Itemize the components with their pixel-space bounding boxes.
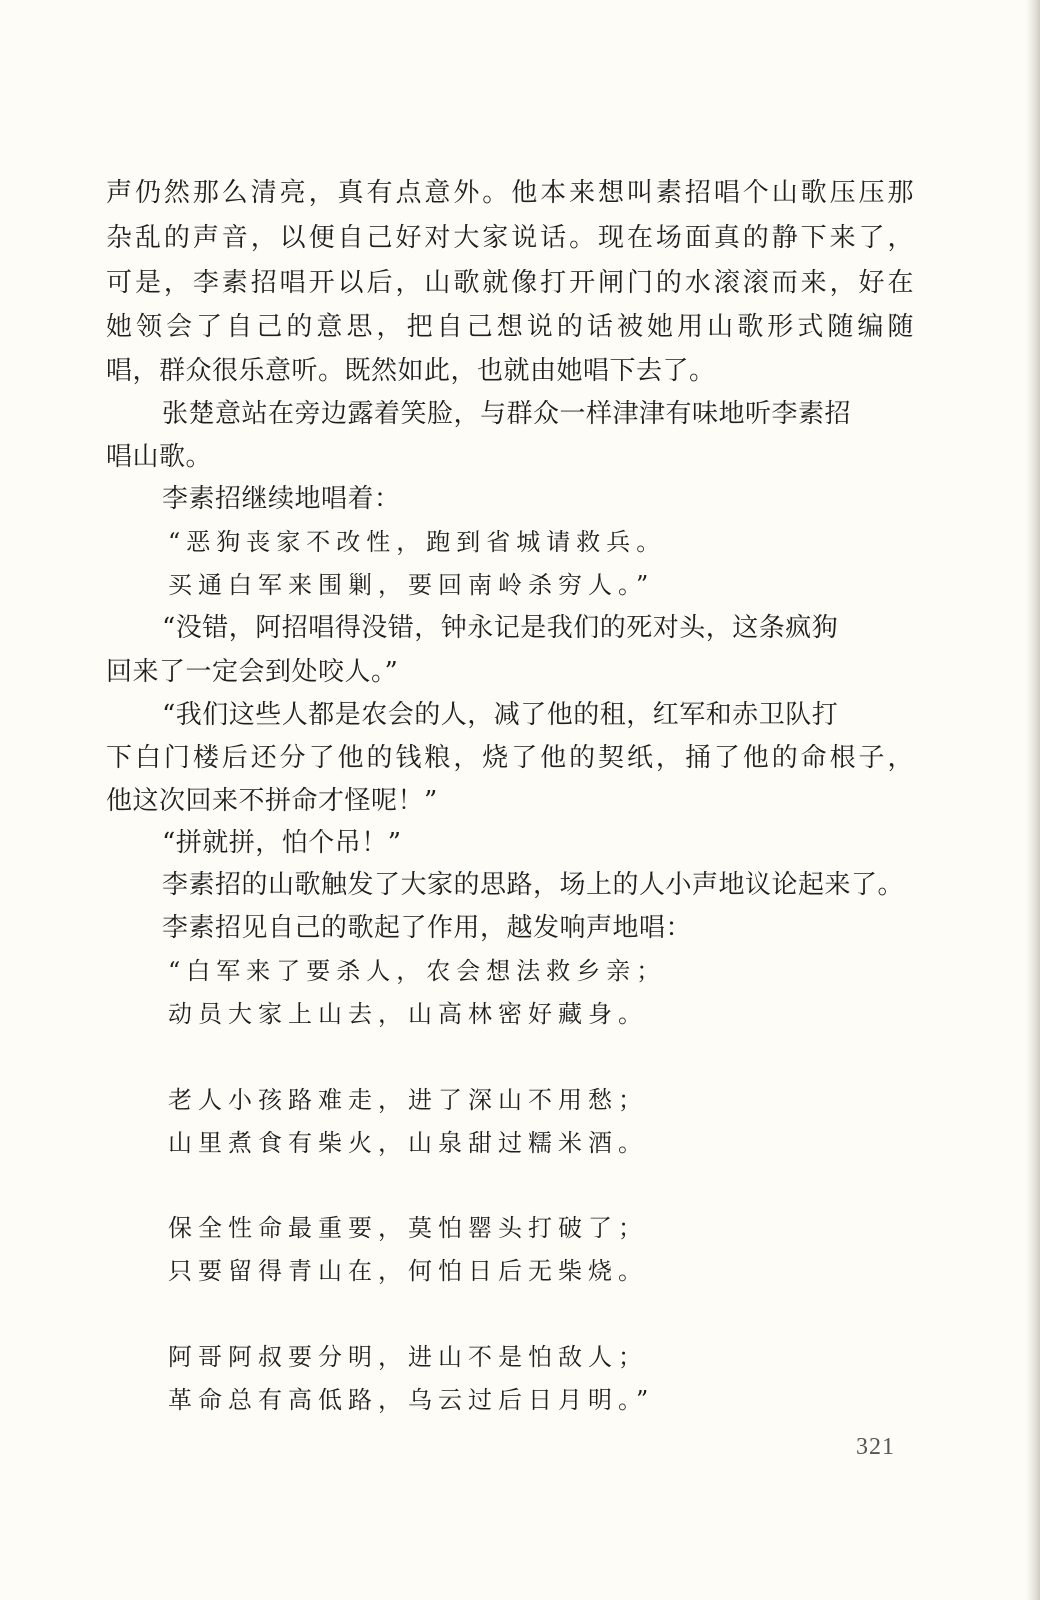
text-line: “拼就拼，怕个吊！” (162, 828, 402, 858)
text-line: 李素招见自己的歌起了作用，越发响声地唱： (162, 913, 693, 943)
poem-line: 山里煮食有柴火，山泉甜过糯米酒。 (168, 1129, 648, 1157)
poem-line: 老人小孩路难走，进了深山不用愁； (168, 1086, 648, 1114)
poem-line: “白军来了要杀人，农会想法救乡亲； (168, 957, 667, 985)
text-line: 她领会了自己的意思，把自己想说的话被她用山歌形式随编随 (106, 312, 914, 342)
text-line: 声仍然那么清亮，真有点意外。他本来想叫素招唱个山歌压压那 (106, 178, 914, 208)
page-edge (1026, 0, 1040, 1600)
text-line: 唱山歌。 (106, 442, 213, 472)
text-line: 张楚意站在旁边露着笑脸，与群众一样津津有味地听李素招 (162, 399, 852, 429)
text-line: 李素招继续地唱着： (162, 484, 401, 514)
text-line: 下白门楼后还分了他的钱粮，烧了他的契纸，捅了他的命根子， (106, 743, 914, 773)
text-line: 李素招的山歌触发了大家的思路，场上的人小声地议论起来了。 (162, 870, 905, 900)
poem-line: 革命总有高低路，乌云过后日月明。” (168, 1386, 655, 1414)
poem-line: 保全性命最重要，莫怕罂头打破了； (168, 1214, 648, 1242)
page-number: 321 (856, 1434, 895, 1460)
text-line: “没错，阿招唱得没错，钟永记是我们的死对头，这条疯狗 (162, 613, 839, 643)
poem-line: 动员大家上山去，山高林密好藏身。 (168, 1000, 648, 1028)
text-line: 他这次回来不拼命才怪呢！” (106, 786, 438, 816)
text-line: “我们这些人都是农会的人，减了他的租，红军和赤卫队打 (162, 700, 839, 730)
poem-line: 买通白军来围剿，要回南岭杀穷人。” (168, 571, 655, 599)
poem-line: “恶狗丧家不改性，跑到省城请救兵。 (168, 528, 667, 556)
text-line: 可是，李素招唱开以后，山歌就像打开闸门的水滚滚而来，好在 (106, 268, 914, 298)
poem-line: 只要留得青山在，何怕日后无柴烧。 (168, 1257, 648, 1285)
poem-line: 阿哥阿叔要分明，进山不是怕敌人； (168, 1343, 648, 1371)
text-line: 回来了一定会到处咬人。” (106, 657, 399, 687)
text-line: 唱，群众很乐意听。既然如此，也就由她唱下去了。 (106, 356, 716, 386)
text-line: 杂乱的声音，以便自己好对大家说话。现在场面真的静下来了， (106, 223, 914, 253)
